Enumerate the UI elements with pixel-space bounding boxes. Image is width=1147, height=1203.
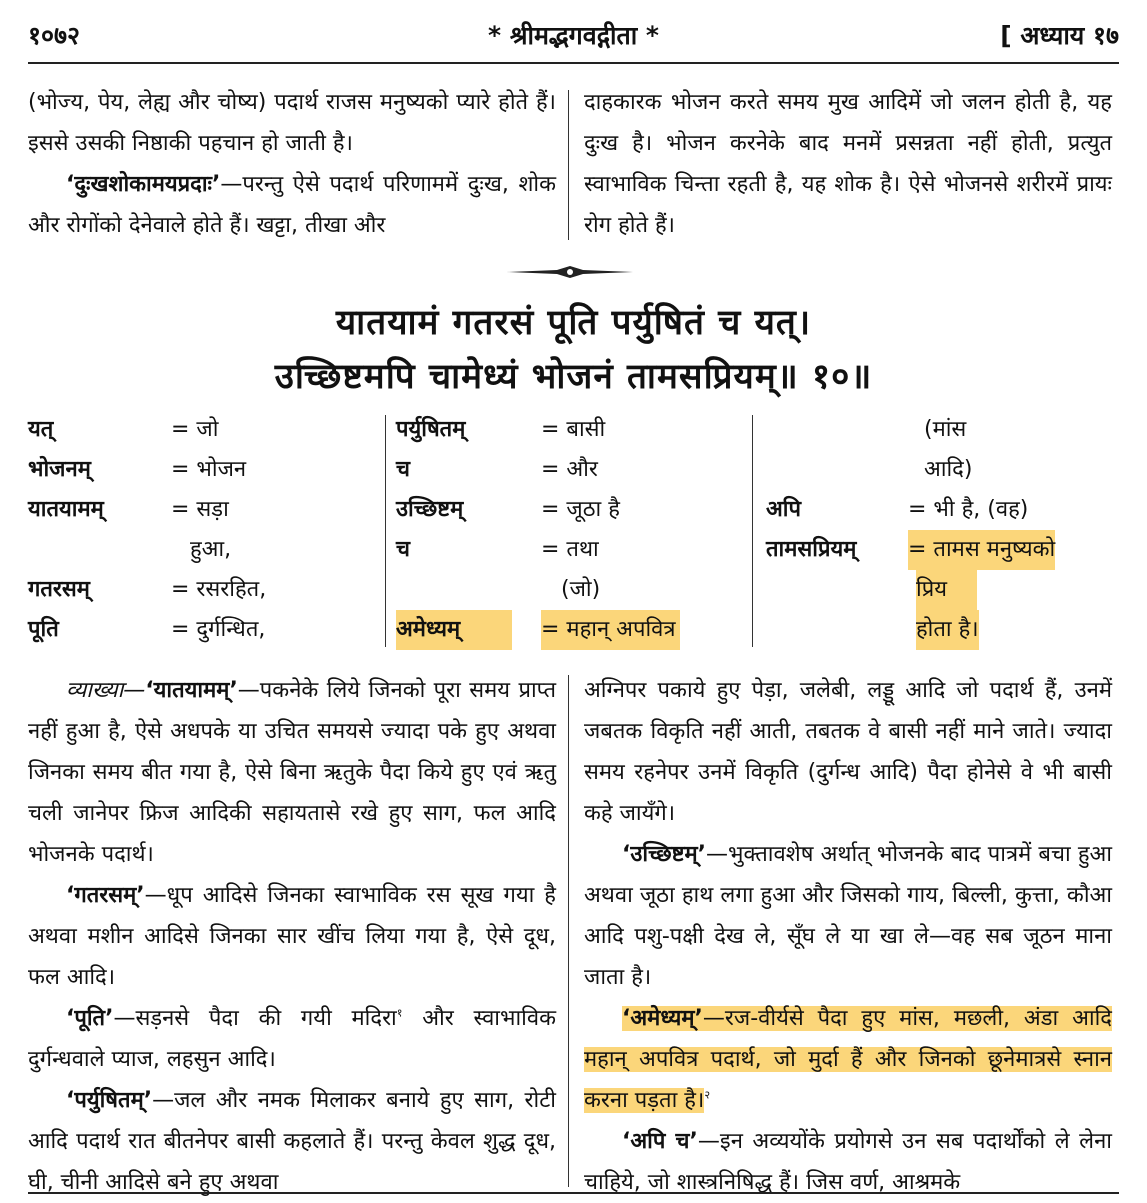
paragraph-text: और स्वाभाविक दुर्गन्धवाले प्याज, लहसुन आदि। xyxy=(28,1006,556,1072)
meaning-highlighted: = तामस मनुष्यको xyxy=(908,530,1055,570)
word: उच्छिष्टम् xyxy=(396,497,464,522)
commentary-paragraph xyxy=(28,998,556,1080)
column-divider-bottom xyxy=(568,675,569,1187)
verse-line-2: उच्छिष्टमपि चामेध्यं भोजनं तामसप्रियम्॥ १०॥ xyxy=(274,357,873,397)
meaning: = रसरहित, xyxy=(171,577,267,602)
meaning: = जो xyxy=(171,417,219,442)
word: यत् xyxy=(28,417,54,442)
footnote-marker: २ xyxy=(704,1088,711,1102)
meaning-cont: हुआ, xyxy=(190,537,232,562)
commentary-paragraph-highlighted xyxy=(584,998,1112,1121)
book-title: * श्रीमद्भगवद्गीता * xyxy=(488,21,659,50)
word: पर्युषितम् xyxy=(396,417,466,442)
term-puti: ‘पूति’ xyxy=(66,1006,114,1031)
paragraph-text: —इन अव्ययोंके प्रयोगसे उन सब पदार्थोंको ले लेना चाहिये, जो शास्त्रनिषिद्ध हैं। जिस वर्ण, आश्रमके xyxy=(584,1129,1112,1195)
commentary-right-column xyxy=(584,670,1112,1203)
term-gatarasam: ‘गतरसम्’ xyxy=(66,883,145,908)
commentary-paragraph xyxy=(28,1080,556,1203)
vyakhya-label: व्याख्या— xyxy=(66,678,146,703)
word-highlighted: अमेध्यम् xyxy=(396,610,512,650)
meaning: = दुर्गन्धित, xyxy=(171,617,266,642)
verse-line-1: यातयामं गतरसं पूति पर्युषितं च यत्। xyxy=(335,303,812,343)
term-api-cha: ‘अपि च’ xyxy=(622,1129,698,1154)
term-amedhyam: ‘अमेध्यम्’ xyxy=(622,1006,703,1031)
meaning-cont: (मांस xyxy=(924,417,967,442)
meaning: = और xyxy=(541,457,598,482)
word: पूति xyxy=(28,617,59,642)
meaning-cont: (जो) xyxy=(561,577,601,602)
meaning-highlighted: = महान् अपवित्र xyxy=(541,610,680,650)
paragraph-text-highlighted: —रज-वीर्यसे पैदा हुए मांस, मछली, अंडा आदि महान् अपवित्र पदार्थ, जो मुर्दा हैं और जिनको छूनेमात्रसे स्नान करना पड़ता है। xyxy=(584,1006,1112,1113)
term-yatayamam: ‘यातयामम्’ xyxy=(145,678,238,703)
meaning: = तथा xyxy=(541,537,599,562)
word-meanings-col-3 xyxy=(766,410,1116,650)
commentary-paragraph xyxy=(584,1121,1112,1203)
word: भोजनम् xyxy=(28,457,91,482)
top-left-paragraph-2 xyxy=(28,164,556,246)
meaning: = बासी xyxy=(541,417,606,442)
paragraph-text: —भुक्तावशेष अर्थात् भोजनके बाद पात्रमें बचा हुआ अथवा जूठा हाथ लगा हुआ और जिसको गाय, बिल्ली, कुत्ता, कौआ आदि पशु-पक्षी देख ले, सूँघ ले या खा ले—वह सब जूठन माना जाता है। xyxy=(584,842,1112,990)
meanings-divider-2 xyxy=(752,415,753,647)
term-paryushitam: ‘पर्युषितम्’ xyxy=(66,1088,153,1113)
meaning: = भी है, (वह) xyxy=(908,497,1029,522)
paragraph-text: —जल और नमक मिलाकर बनाये हुए साग, रोटी आदि पदार्थ रात बीतनेपर बासी कहलाते हैं। परन्तु केवल शुद्ध दूध, घी, चीनी आदिसे बने हुए अथवा xyxy=(28,1088,556,1195)
top-right-column xyxy=(584,82,1112,246)
top-right-paragraph-1: दाहकारक भोजन करते समय मुख आदिमें जो जलन होती है, यह दुःख है। भोजन करनेके बाद मनमें प्रसन्नता नहीं होती, प्रत्युत स्वाभाविक चिन्ता रहती है, यह शोक है। ऐसे भोजनसे शरीरमें प्रायः रोग होते हैं। xyxy=(584,90,1112,238)
word: अपि xyxy=(766,497,802,522)
meaning-cont: आदि) xyxy=(924,457,973,482)
commentary-paragraph xyxy=(28,875,556,998)
word-meanings-col-1 xyxy=(28,410,368,650)
word: गतरसम् xyxy=(28,577,90,602)
meaning: = जूठा है xyxy=(541,497,620,522)
word: च xyxy=(396,457,410,482)
commentary-paragraph: अग्निपर पकाये हुए पेड़ा, जलेबी, लड्डू आदि जो पदार्थ हैं, उनमें जबतक विकृति नहीं आती, तबतक वे बासी नहीं माने जाते। ज्यादा समय रहनेपर उनमें विकृति (दुर्गन्ध आदि) पैदा होनेसे वे भी बासी कहे जायँगे। xyxy=(584,678,1112,826)
paragraph-text: —धूप आदिसे जिनका स्वाभाविक रस सूख गया है अथवा मशीन आदिसे जिनका सार खींच लिया गया है, ऐसे दूध, फल आदि। xyxy=(28,883,556,990)
commentary-left-column xyxy=(28,670,556,1203)
term-uchchhishtam: ‘उच्छिष्टम्’ xyxy=(622,842,706,867)
word: तामसप्रियम् xyxy=(766,537,857,562)
page-number: १०७२ xyxy=(28,21,81,50)
meaning: = सड़ा xyxy=(171,497,229,522)
top-left-paragraph-2-text: —परन्तु ऐसे पदार्थ परिणाममें दुःख, शोक और रोगोंको देनेवाले होते हैं। खट्टा, तीखा और xyxy=(28,172,556,238)
commentary-paragraph xyxy=(28,670,556,875)
top-left-paragraph-1: (भोज्य, पेय, लेह्य और चोष्य) पदार्थ राजस मनुष्यको प्यारे होते हैं। इससे उसकी निष्ठाकी पहचान हो जाती है। xyxy=(28,90,556,156)
meaning: = भोजन xyxy=(171,457,247,482)
top-left-column xyxy=(28,82,556,246)
header-rule xyxy=(28,62,1119,64)
paragraph-text: —पकनेके लिये जिनको पूरा समय प्राप्त नहीं हुआ है, ऐसे अधपके या उचित समयसे ज्यादा पके हुए अथवा जिनका समय बीत गया है, ऐसे बिना ऋतुके पैदा किये हुए एवं ऋतु चली जानेपर फ्रिज आदिकी सहायतासे रखे हुए साग, फल आदि भोजनके पदार्थ। xyxy=(28,678,556,867)
page-header xyxy=(28,12,1119,56)
word: च xyxy=(396,537,410,562)
footnote-marker: १ xyxy=(396,1006,403,1020)
meanings-divider-1 xyxy=(385,415,386,647)
ornament-divider xyxy=(505,262,635,282)
paragraph-text: —सड़नसे पैदा की गयी मदिरा xyxy=(113,1006,397,1031)
commentary-paragraph xyxy=(584,834,1112,998)
meaning-cont-highlighted: होता है। xyxy=(916,610,979,650)
term-dukhashokamayaprada: ‘दुःखशोकामयप्रदाः’ xyxy=(66,172,221,197)
word: यातयामम् xyxy=(28,497,104,522)
chapter-label: [ अध्याय १७ xyxy=(1000,21,1119,50)
word-meanings-col-2 xyxy=(396,410,736,650)
meaning-cont-highlighted: प्रिय xyxy=(916,570,977,610)
footer-rule xyxy=(28,1192,1119,1194)
column-divider-top xyxy=(568,90,569,240)
